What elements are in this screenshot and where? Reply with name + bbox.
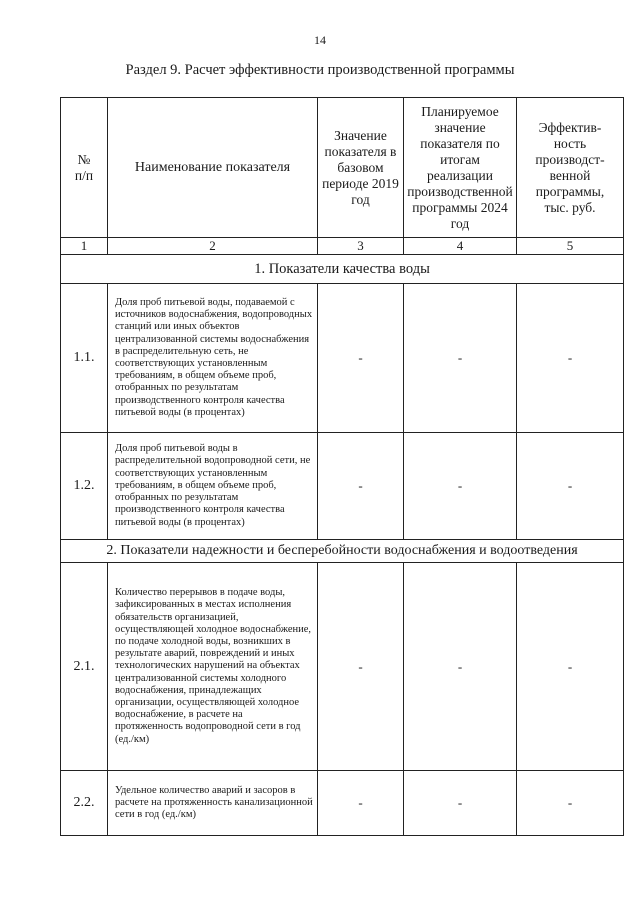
table-row [61,284,624,433]
indicator-name: Количество перерывов в подаче воды, зафиксированных в местах исполнения обязательств организацией, осуществляющей холодное водоснабжение, по подаче холодной воды, возникших в результате аварий, повреждений и иных технологических нарушений на объектах централизованной системы холодного водоснабжения, принадлежащих организации, осуществляющей холодное водоснабжение, в расчете на протяженность водопроводной сети в год (ед./км) [108,563,318,771]
section-row [61,255,624,284]
section-heading: 1. Показатели качества воды [61,255,624,284]
efficiency-value: - [517,771,624,836]
efficiency-value: - [517,284,624,433]
row-index: 1.1. [61,284,108,433]
column-number: 3 [318,238,404,255]
row-index: 2.1. [61,563,108,771]
base-value: - [318,563,404,771]
planned-value: - [404,433,517,540]
header-efficiency: Эффектив-ность производст-венной программы, тыс. руб. [517,98,624,238]
row-index: 1.2. [61,433,108,540]
efficiency-value: - [517,563,624,771]
table-row [61,771,624,836]
column-number: 5 [517,238,624,255]
section-row [61,540,624,563]
section-heading: 2. Показатели надежности и бесперебойности водоснабжения и водоотведения [61,540,624,563]
row-index: 2.2. [61,771,108,836]
column-number: 2 [108,238,318,255]
page-number: 14 [314,33,326,47]
table-row [61,433,624,540]
column-number-row [61,238,624,255]
section-title: Раздел 9. Расчет эффективности производственной программы [125,62,515,78]
indicator-name: Доля проб питьевой воды, подаваемой с источников водоснабжения, водопроводных станций или иных объектов централизованной системы водоснабжения в распределительную сеть, не соответствующих установленным требованиям, в общем объеме проб, отобранных по результатам производственного контроля качества питьевой воды (в процентах) [108,284,318,433]
base-value: - [318,433,404,540]
planned-value: - [404,563,517,771]
column-number: 4 [404,238,517,255]
planned-value: - [404,771,517,836]
header-planned-value: Планируемое значение показателя по итогам реализации производственной программы 2024 год [404,98,517,238]
efficiency-table [60,97,624,836]
indicator-name: Удельное количество аварий и засоров в расчете на протяженность канализационной сети в год (ед./км) [108,771,318,836]
planned-value: - [404,284,517,433]
header-number: № п/п [61,98,108,238]
base-value: - [318,771,404,836]
header-base-value: Значение показателя в базовом периоде 2019 год [318,98,404,238]
efficiency-value: - [517,433,624,540]
header-row [61,98,624,238]
indicator-name: Доля проб питьевой воды в распределительной водопроводной сети, не соответствующих установленным требованиям, в общем объеме проб, отобранных по результатам производственного контроля качества питьевой воды (в процентах) [108,433,318,540]
header-name: Наименование показателя [108,98,318,238]
column-number: 1 [61,238,108,255]
base-value: - [318,284,404,433]
table-row [61,563,624,771]
